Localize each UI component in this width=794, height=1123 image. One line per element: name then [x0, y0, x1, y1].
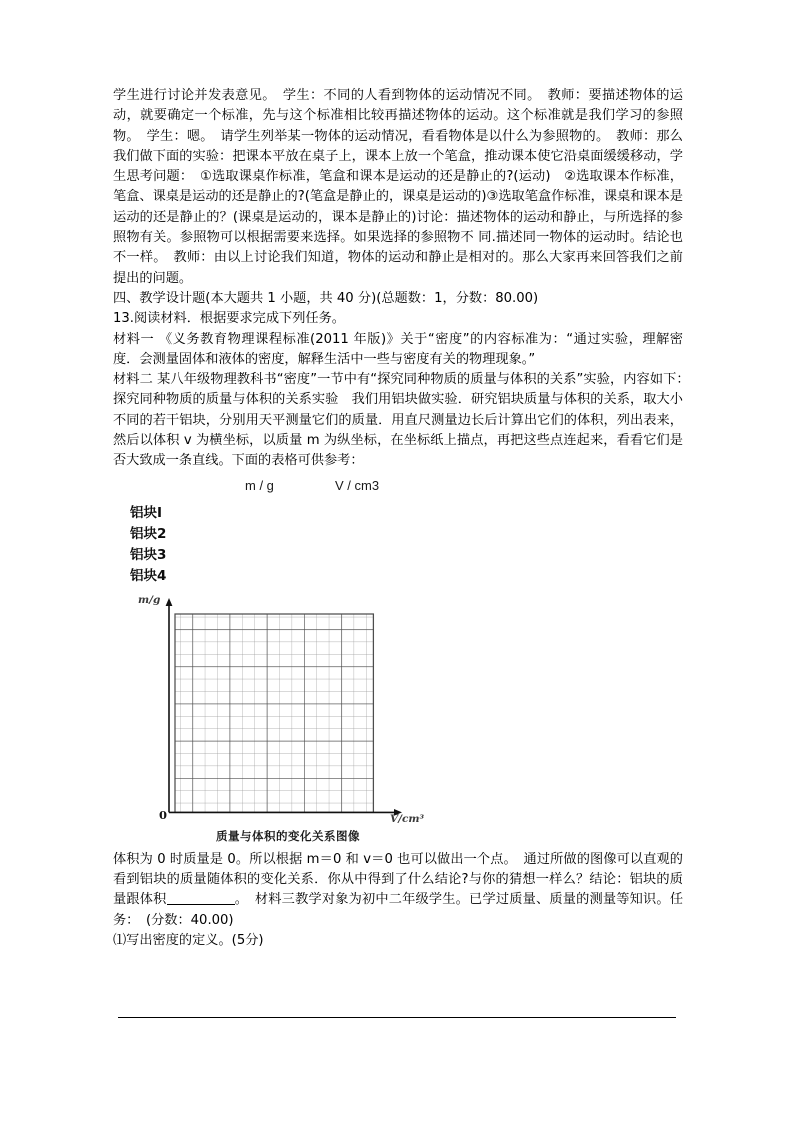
table-header-mass: m / g: [245, 477, 274, 493]
table-row: 铝块2: [130, 525, 167, 542]
conclusion-text-part-two: 。 材料三教学对象为初中二年级学生。已学过质量、质量的测量等知识。任务： (分数：40.00): [113, 892, 684, 928]
paragraph-material-two: 材料二 某八年级物理教科书“密度”一节中有“探究同种物质的质量与体积的关系”实验，内容如下： 探究同种物质的质量与体积的关系实验 我们用铝块做实验．研究铝块质量与体积的关系，取大小不同的若干铝块，分别用天平测量它们的质量．用直尺测量边长后计算出它们的体积，列出表来，然后以体积 v 为横坐标，以质量 m 为纵坐标，在坐标纸上描点，再把这些点连起来，看看它们是否大致成一条直线。下面的表格可供参考：: [113, 372, 697, 469]
table-row: 铝块4: [130, 567, 167, 584]
graph-x-axis-label: V/cm³: [390, 812, 425, 825]
paragraph-task-one: ⑴写出密度的定义。(5分): [113, 932, 264, 948]
graph-y-axis-label: m/g: [138, 593, 161, 606]
graph-grid-svg: [118, 592, 448, 827]
paragraph-material-one: 材料一 《义务教育物理课程标准(2011 年版)》关于“密度”的内容标准为：“通过实验，理解密度．会测量固体和液体的密度，解释生活中一些与密度有关的物理现象。”: [113, 331, 683, 367]
table-row: 铝块3: [130, 546, 167, 563]
paragraph-conclusion: [113, 850, 683, 931]
fill-in-blank: [167, 892, 235, 905]
experiment-data-table: [113, 478, 683, 586]
conclusion-text-part-one: 体积为 0 时质量是 0。所以根据 m＝0 和 v＝0 也可以做出一个点。 通过所做的图像可以直观的看到铝块的质量随体积的变化关系．你从中得到了什么结论?与你的猜想一样么？结论：铝块的质量跟体积: [113, 851, 683, 908]
document-content: [113, 86, 697, 951]
mass-volume-graph-figure: [118, 592, 448, 842]
paragraph-teaching-dialogue: 学生进行讨论并发表意见。 学生：不同的人看到物体的运动情况不同。 教师：要描述物体的运动，就要确定一个标准，先与这个标准相比较再描述物体的运动。这个标准就是我们学习的参照物。 学生：嗯。 请学生列举某一物体的运动情况，看看物体是以什么为参照物的。 教师：那么我们做下面的实验：把课本平放在桌子上，课本上放一个笔盒，推动课本使它沿桌面缓缓移动，学生思考问题： ①选取课桌作标准，笔盒和课本是运动的还是静止的?(运动) ②选取课本作标准，笔盒、课桌是运动的还是静止的?(笔盒是静止的，课桌是运动的)③选取笔盒作标准，课桌和课本是运动的还是静止的？(课桌是运动的，课本是静止的)讨论：描述物体的运动和静止，与所选择的参照物有关。参照物可以根据需要来选择。如果选择的参照物不 同.描述同一物体的运动时。结论也不一样。 教师：由以上讨论我们知道，物体的运动和静止是相对的。那么大家再来回答我们之前提出的问题。: [113, 88, 683, 286]
table-header-volume: V / cm3: [335, 477, 380, 493]
graph-origin-label: 0: [159, 807, 168, 822]
graph-caption: 质量与体积的变化关系图像: [216, 828, 360, 843]
paragraph-question-13: 13.阅读材料．根据要求完成下列任务。: [113, 311, 345, 327]
table-row: 铝块I: [130, 504, 163, 521]
paragraph-section-heading: 四、教学设计题(本大题共 1 小题，共 40 分)(总题数：1，分数：80.00): [113, 290, 539, 306]
page-footer-rule: [118, 1017, 676, 1018]
